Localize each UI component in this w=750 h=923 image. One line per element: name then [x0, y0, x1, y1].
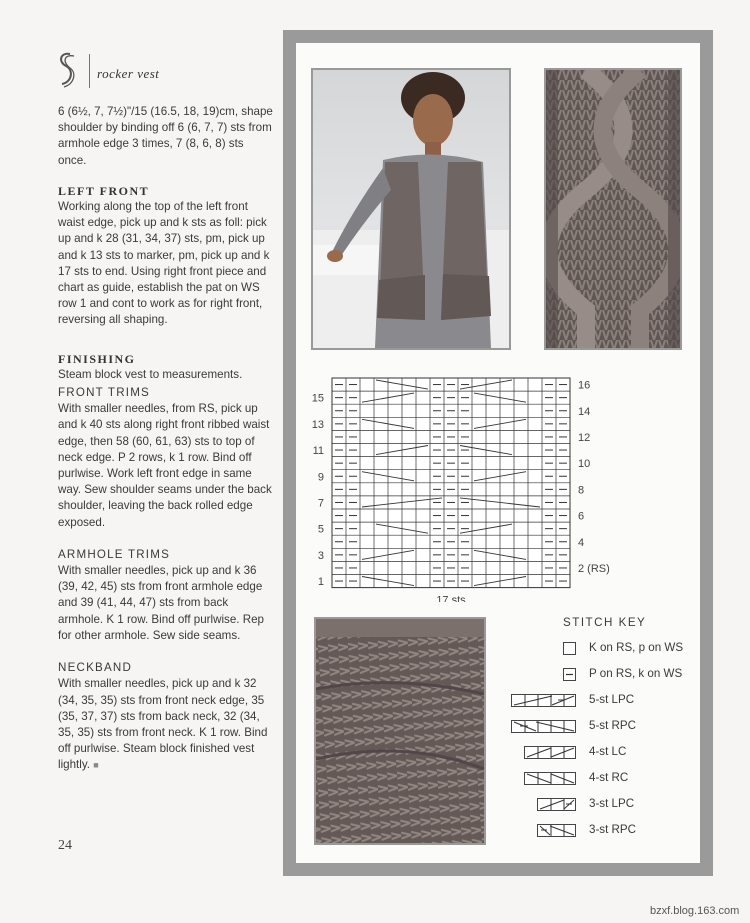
key-row — [508, 744, 708, 762]
header-divider — [89, 54, 90, 88]
front-trims-heading: FRONT TRIMS — [58, 386, 150, 400]
neckband-text: With smaller needles, pick up and k 32 (34, 35, 35) sts from front neck edge, 35 (35, 37, 37) sts from back neck, 32 (34, 35, 35) sts from front neck. K 1 row. Bind off purlwise. Steam block finished vest lightly. ■ — [58, 677, 268, 772]
chart-row-label: 3 — [317, 549, 324, 562]
cable-closeup-image — [546, 70, 680, 348]
chart-row-label: 6 — [578, 510, 585, 523]
cable-4st-lc-icon — [524, 746, 576, 759]
page-header — [52, 50, 272, 90]
key-label: 5-st RPC — [589, 719, 637, 732]
chart-row-label: 12 — [578, 431, 591, 444]
chart-row-label: 5 — [317, 523, 324, 536]
end-mark: ■ — [93, 760, 99, 771]
stitch-key-title: STITCH KEY — [563, 616, 647, 629]
chart-row-label: 11 — [312, 445, 324, 458]
cable-4st-rc-icon — [524, 772, 576, 785]
pattern-title: rocker vest — [97, 66, 160, 81]
watermark: bzxf.blog.163.com — [650, 905, 740, 917]
chart-stitch-count: 17 sts — [436, 594, 466, 602]
cable-3st-lpc-icon — [537, 798, 576, 811]
rib-detail-photo — [314, 617, 486, 845]
purl-dash-icon — [563, 668, 576, 681]
cable-closeup-photo — [544, 68, 682, 350]
left-front-text: Working along the top of the left front waist edge, pick up and k sts as foll: pick up and k 28 (31, 34, 37) sts, pm, pick up and k 13 sts to marker, pm, pick up and k 17 sts to end. Using right front piece and chart as guide, establish the pat on WS row 1 and cont to work as for right front, reversing all shaping. — [58, 200, 270, 327]
key-row — [508, 666, 708, 684]
key-label: 3-st LPC — [589, 797, 635, 810]
chart-row-label: 14 — [578, 405, 591, 418]
key-row — [508, 822, 708, 840]
chart-row-label: 15 — [311, 392, 324, 405]
key-label: 4-st LC — [589, 745, 627, 758]
key-row — [508, 796, 708, 814]
key-row — [508, 718, 708, 736]
key-label: 3-st RPC — [589, 823, 637, 836]
chart-row-label: 4 — [578, 536, 585, 549]
stitch-chart-grid — [306, 372, 616, 602]
chart-row-label: 9 — [317, 471, 324, 484]
finishing-heading: FINISHING — [58, 351, 136, 366]
key-row — [508, 640, 708, 658]
chart-row-label: 2 (RS) — [578, 562, 610, 575]
neckband-heading: NECKBAND — [58, 661, 133, 675]
page-number: 24 — [58, 838, 72, 853]
key-row — [508, 692, 708, 710]
left-front-heading: LEFT FRONT — [58, 183, 150, 198]
s-hook-logo-icon — [52, 50, 82, 90]
rib-detail-image — [316, 619, 484, 843]
finishing-text: Steam block vest to measurements. — [58, 367, 243, 381]
cable-3st-rpc-icon — [537, 824, 576, 837]
key-label: K on RS, p on WS — [589, 641, 684, 654]
model-photo-image — [313, 70, 509, 348]
intro-paragraph: 6 (6½, 7, 7½)"/15 (16.5, 18, 19)cm, shape shoulder by binding off 6 (6, 7, 7) sts from armhole edge 3 times, 7 (8, 6, 8) sts once. — [58, 105, 273, 167]
model-photo — [311, 68, 511, 350]
key-label: P on RS, k on WS — [589, 667, 683, 680]
cable-5st-rpc-icon — [511, 720, 576, 733]
knit-square-icon — [563, 642, 576, 655]
key-label: 5-st LPC — [589, 693, 635, 706]
key-row — [508, 770, 708, 788]
chart-row-label: 16 — [578, 379, 591, 392]
instructions-column — [58, 104, 273, 774]
chart-row-label: 10 — [578, 458, 591, 471]
armhole-trims-heading: ARMHOLE TRIMS — [58, 547, 171, 561]
cable-5st-lpc-icon — [511, 694, 576, 707]
chart-row-label: 1 — [317, 576, 324, 589]
armhole-trims-text: With smaller needles, pick up and k 36 (39, 42, 45) sts from front armhole edge and 39 (41, 44, 47) sts from back armhole. K 1 row. Bind off purlwise. Rep for other armhole. Sew side seams. — [58, 564, 264, 642]
key-label: 4-st RC — [589, 771, 629, 784]
stitch-chart — [306, 372, 616, 602]
front-trims-text: With smaller needles, from RS, pick up and k 40 sts along right front ribbed waist edge, then 58 (60, 61, 63) sts to top of neck edge. P 2 rows, k 1 row. Bind off purlwise. Work left front edge in same way. Sew shoulder seams under the back shoulder, leaving the back rolled edge exposed. — [58, 402, 272, 529]
chart-row-label: 8 — [578, 484, 585, 497]
chart-row-label: 13 — [311, 418, 324, 431]
chart-row-label: 7 — [317, 497, 324, 510]
